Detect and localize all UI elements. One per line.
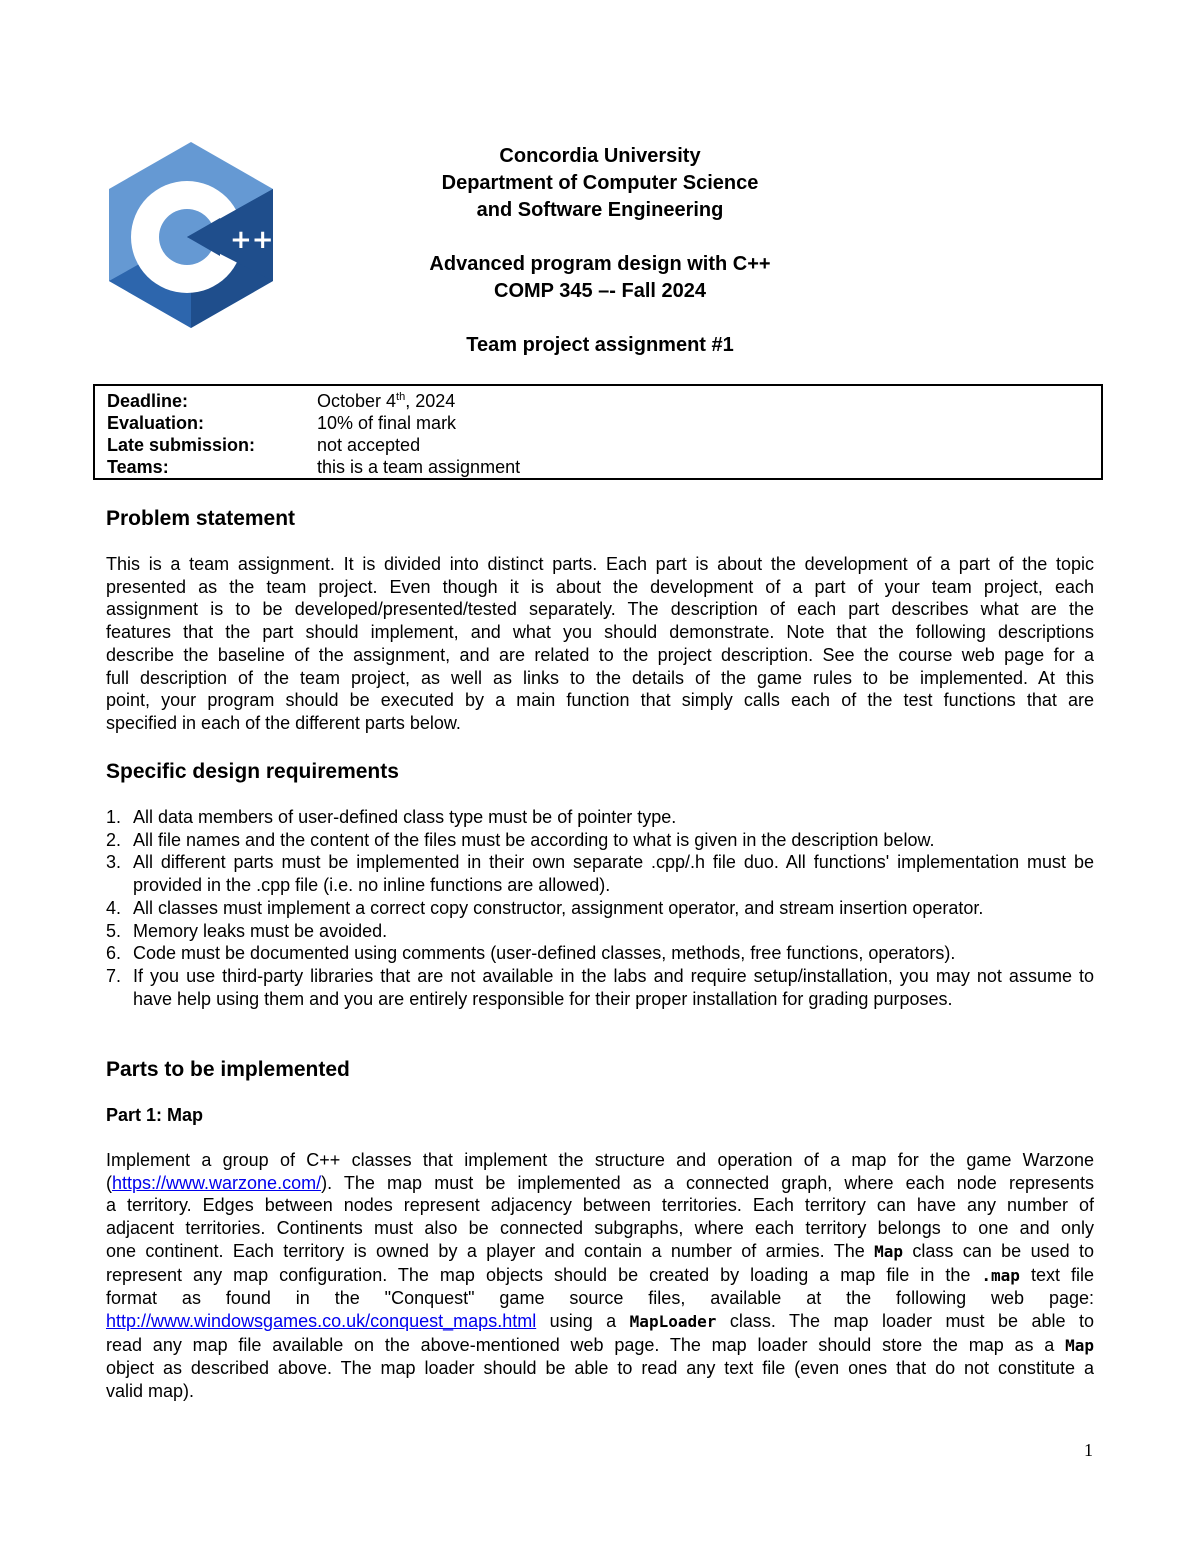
late-submission-value: not accepted (317, 435, 421, 455)
part1-text: Implement a group of C++ classes that implement the structure and operation of a map for the game Warzone (https://www.warzone.com/). The map must be implemented as a connected graph, where each node represents a territory. Edges between nodes represent adjacency between territories. Each territory can have any number of adjacent territories. Continents must also be connected subgraphs, where each territory belongs to one and only one continent. Each territory is owned by a player and contain a number of armies. The Map class can be used to represent any map configuration. The map objects should be created by loading a map file in the .map text file format as found in the "Conquest" game source files, available at the following web page: http://www.windowsgames.co.uk/conquest_maps.html using a MapLoader class. The map loader must be able to read any map file available on the above-mentioned web page. The map loader should store the map as a Map object as described above. The map loader should be able to read any text file (even ones that do not constitute a valid map). (106, 1150, 1094, 1402)
code-map-2: Map (1065, 1335, 1094, 1355)
svg-text:++: ++ (230, 225, 274, 255)
list-item: 2. All file names and the content of the files must be according to what is given in the description below. (106, 829, 935, 850)
cpp-logo-icon (105, 140, 277, 330)
list-item: 3. All different parts must be implemented in their own separate .cpp/.h file duo. All functions' implementation must be provided in the .cpp file (i.e. no inline functions are allowed). (106, 852, 1094, 896)
problem-statement-text: This is a team assignment. It is divided into distinct parts. Each part is about the development of a part of the topic presented as the team project. Even though it is about the development of a part of your team project, each assignment is to be developed/presented/tested separately. The description of each part describes what are the features that the part should implement, and what you should demonstrate. Note that the following descriptions describe the baseline of the assignment, and are related to the project description. See the course web page for a full description of the team project, as well as links to the details of the game rules to be implemented. At this point, your program should be executed by a main function that simply calls each of the test functions that are specified in each of the different parts below. (106, 554, 1094, 733)
code-map-extension: .map (981, 1265, 1020, 1285)
conquest-maps-link[interactable]: http://www.windowsgames.co.uk/conquest_maps.html (106, 1310, 537, 1331)
course-title: Advanced program design with C++ (429, 253, 771, 275)
deadline-label: Deadline: (107, 391, 189, 411)
code-map: Map (874, 1241, 903, 1261)
requirements-list (106, 806, 1094, 1010)
department-name-line2: and Software Engineering (476, 199, 724, 221)
part1-title: Part 1: Map (106, 1105, 204, 1125)
deadline-value: October 4th, 2024 (317, 391, 456, 411)
teams-label: Teams: (107, 457, 169, 477)
evaluation-label: Evaluation: (107, 413, 205, 433)
assignment-title: Team project assignment #1 (466, 334, 734, 356)
teams-value: this is a team assignment (317, 457, 521, 477)
list-item: 6. Code must be documented using comments (user-defined classes, methods, free functions, operators). (106, 943, 956, 964)
course-code: COMP 345 –- Fall 2024 (494, 280, 706, 302)
code-maploader: MapLoader (629, 1311, 717, 1331)
design-requirements-heading: Specific design requirements (106, 760, 399, 783)
problem-statement-heading: Problem statement (106, 507, 296, 530)
evaluation-value: 10% of final mark (317, 413, 457, 433)
list-item: 4. All classes must implement a correct copy constructor, assignment operator, and stream insertion operator. (106, 897, 984, 918)
info-box (93, 384, 1103, 480)
list-item: 5. Memory leaks must be avoided. (106, 920, 388, 941)
late-submission-label: Late submission: (107, 435, 256, 455)
page-number: 1 (1084, 1440, 1093, 1460)
list-item: 1. All data members of user-defined class type must be of pointer type. (106, 807, 677, 827)
warzone-link[interactable]: https://www.warzone.com/ (112, 1172, 322, 1193)
university-name: Concordia University (499, 145, 701, 167)
department-name: Department of Computer Science (441, 172, 759, 194)
parts-heading: Parts to be implemented (106, 1058, 350, 1081)
list-item: 7. If you use third-party libraries that are not available in the labs and require setup/installation, you may not assume to have help using them and you are entirely responsible for their proper installation for grading purposes. (106, 965, 1094, 1009)
